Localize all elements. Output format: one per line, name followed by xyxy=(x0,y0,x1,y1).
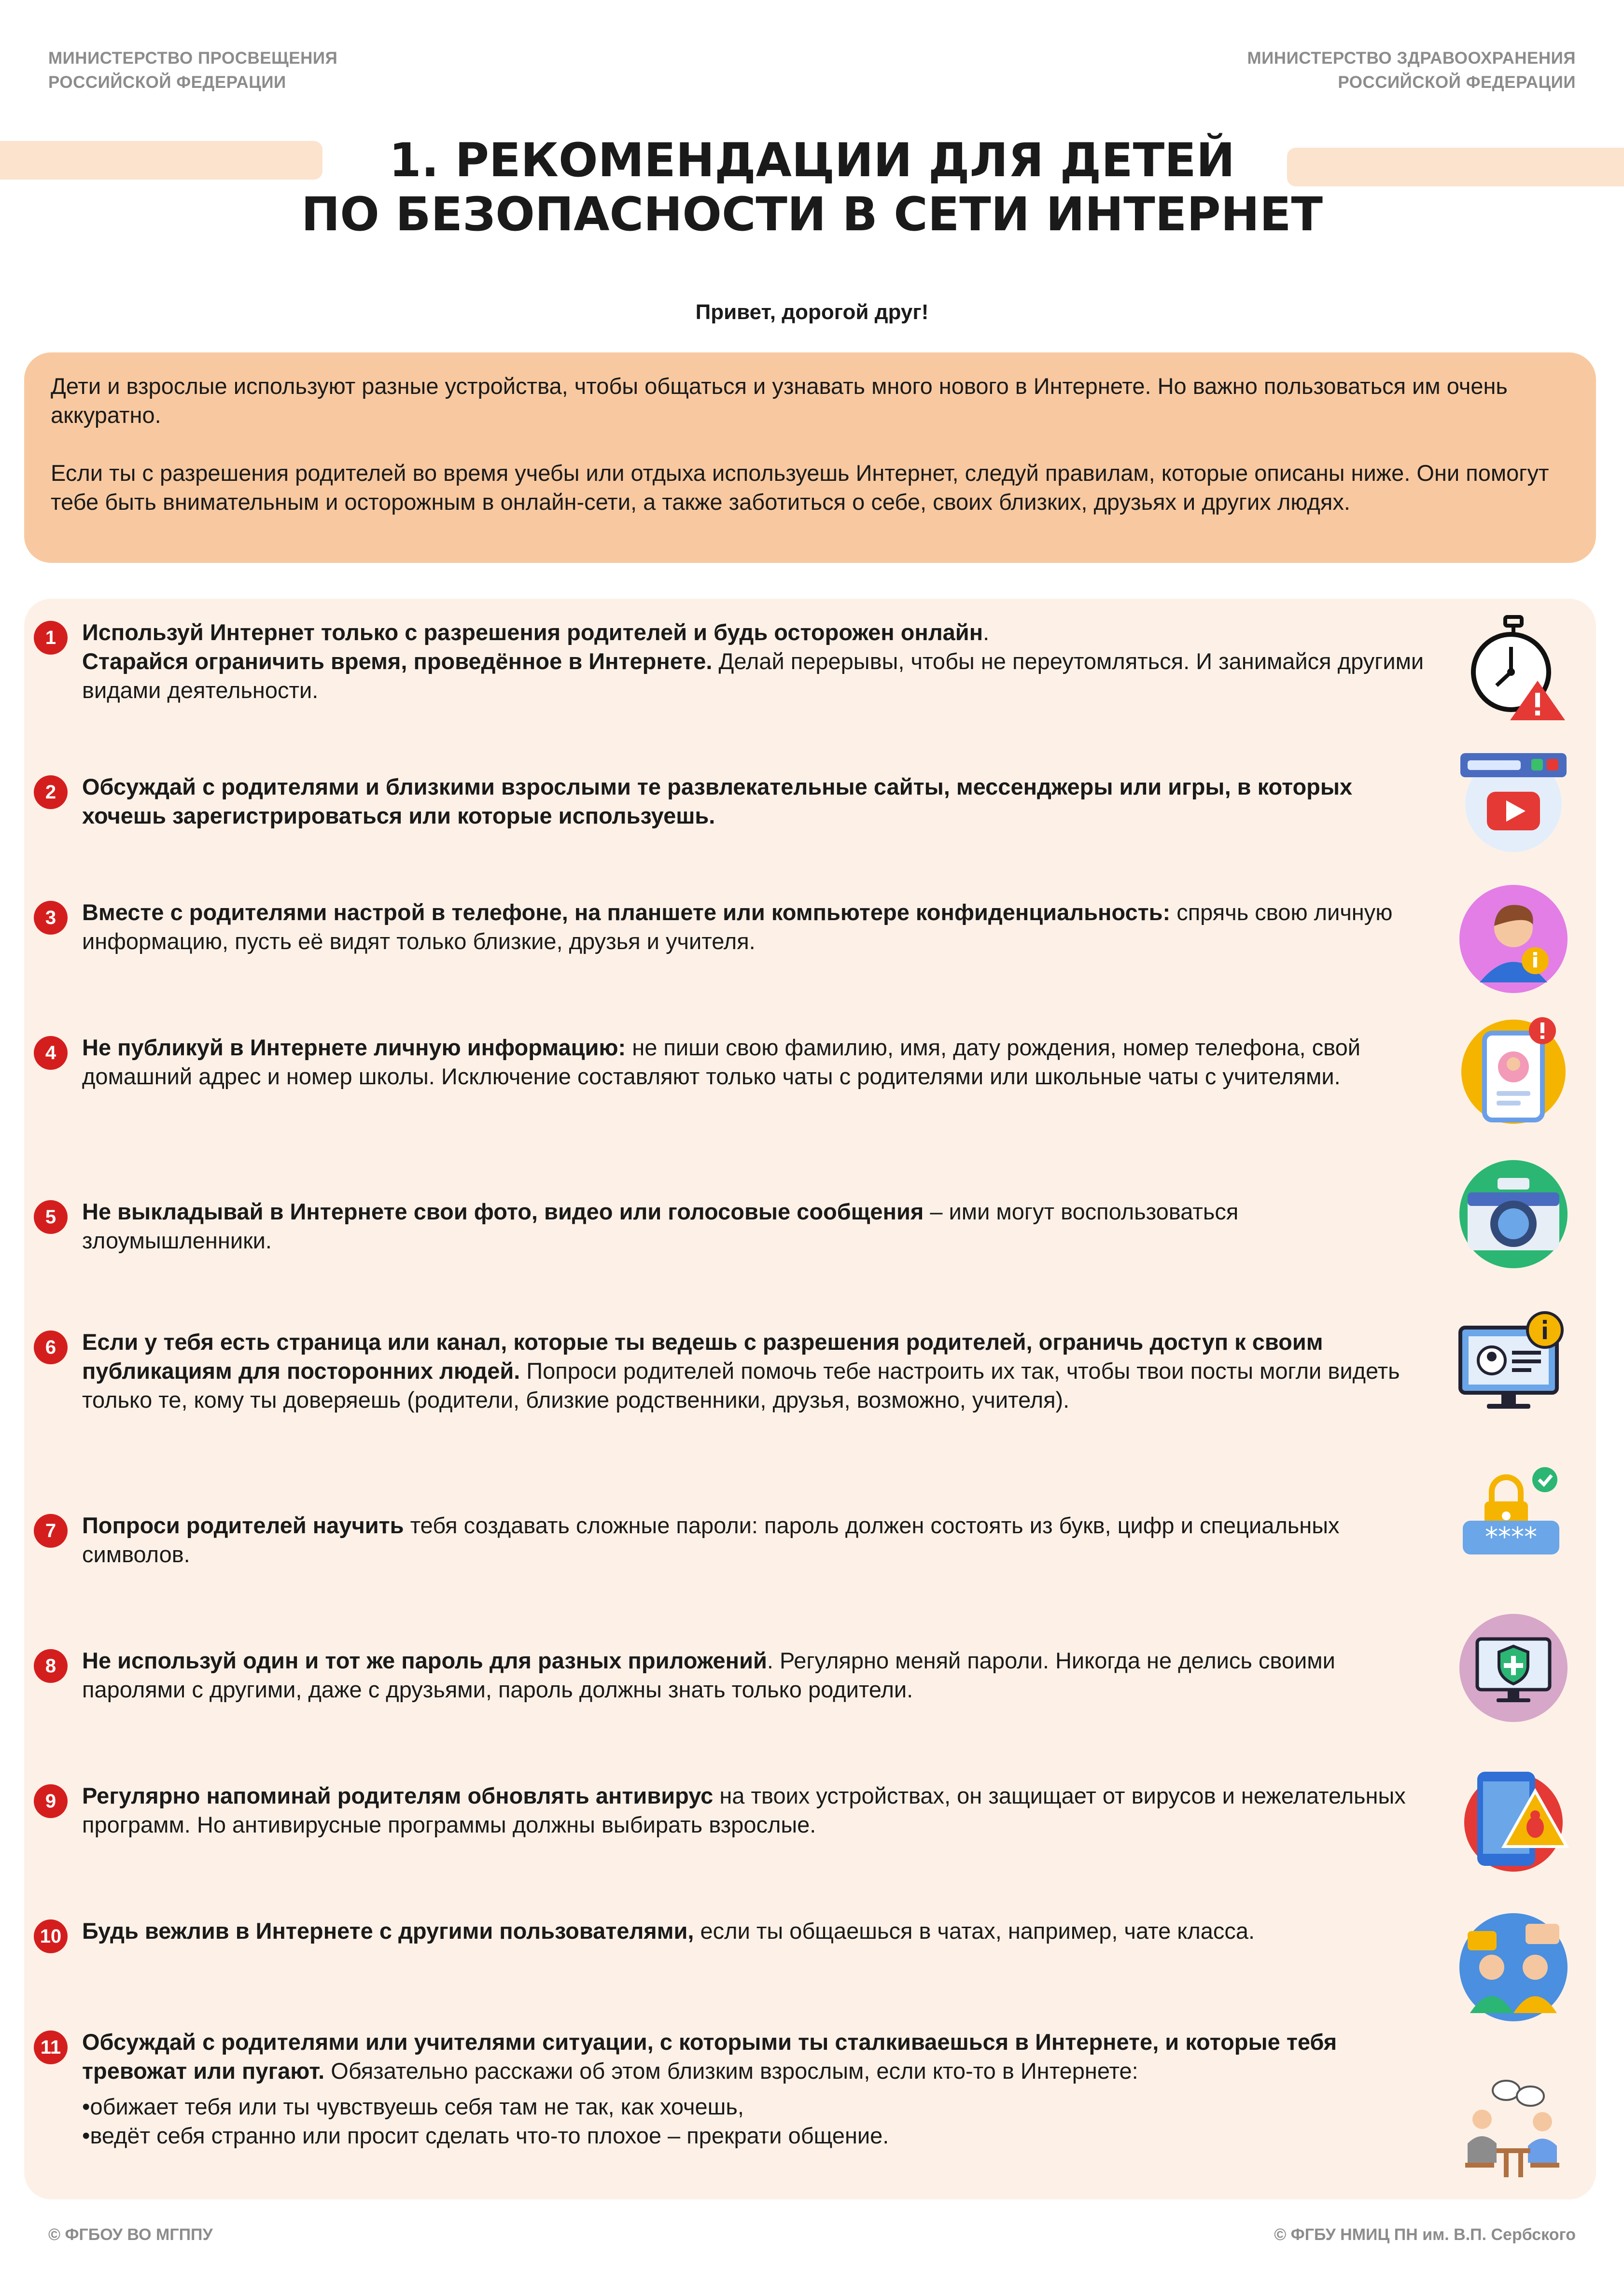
title-line-1: 1. РЕКОМЕНДАЦИИ ДЛЯ ДЕТЕЙ xyxy=(389,133,1235,187)
footer-right: © ФГБУ НМИЦ ПН им. В.П. Сербского xyxy=(1274,2226,1576,2244)
video-browser-icon xyxy=(1458,743,1569,854)
rule-6-bold: Если у тебя есть страница или канал, которые ты ведешь с разрешения родителей, ограничь доступ к своим публикациям для посторонних людей. xyxy=(82,1329,1323,1384)
rule-11-bold: Обсуждай с родителями или учителями ситуации, с которыми ты сталкиваешься в Интернете, и которые тебя тревожат или пугают. xyxy=(82,2029,1337,2084)
rule-1-bold-2: Старайся ограничить время, проведённое в Интернете. xyxy=(82,648,713,674)
rule-6-rest: Попроси родителей помочь тебе настроить их так, чтобы твои посты могли видеть только те, кому ты доверяешь (родители, близкие родственники, друзья, возможно, учителя). xyxy=(82,1358,1400,1413)
rule-number-11: 11 xyxy=(34,2030,68,2064)
rule-8-rest: . Регулярно меняй пароли. Никогда не делись своими паролями с другими, даже с друзьями, пароль должны знать только родители. xyxy=(82,1648,1335,1702)
right-org-line-1: МИНИСТЕРСТВО ЗДРАВООХРАНЕНИЯ xyxy=(1247,49,1576,68)
rule-11-rest: Обязательно расскажи об этом близким взрослым, если кто-то в Интернете: xyxy=(324,2058,1138,2084)
left-organization xyxy=(48,46,337,95)
camera-icon xyxy=(1458,1159,1569,1270)
page-title xyxy=(0,133,1624,241)
rule-3 xyxy=(34,898,1429,956)
rule-7 xyxy=(34,1511,1429,1569)
rule-1-bold: Используй Интернет только с разрешения родителей и будь осторожен онлайн xyxy=(82,619,983,645)
rule-3-rest: спрячь свою личную информацию, пусть её видят только близкие, друзья и учителя. xyxy=(82,899,1393,954)
rule-9-bold: Регулярно напоминай родителям обновлять антивирус xyxy=(82,1783,714,1808)
people-chat-icon xyxy=(1458,1912,1569,2023)
rule-8-bold: Не используй один и тот же пароль для разных приложений xyxy=(82,1648,767,1673)
rule-10-rest: если ты общаешься в чатах, например, чате класса. xyxy=(694,1918,1255,1944)
rule-8 xyxy=(34,1646,1429,1704)
stopwatch-warning-icon xyxy=(1458,613,1569,724)
rule-2 xyxy=(34,772,1429,830)
rule-10-bold: Будь вежлив в Интернете с другими пользователями, xyxy=(82,1918,694,1944)
rule-number-9: 9 xyxy=(34,1784,68,1818)
right-organization xyxy=(1247,46,1576,95)
user-privacy-icon xyxy=(1458,883,1569,994)
intro-paragraph-2: Если ты с разрешения родителей во время учебы или отдыха используешь Интернет, следуй правилам, которые описаны ниже. Они помогут тебе быть внимательным и осторожным в онлайн-сети, а также заботиться о себе, своих близких, друзьях и других людях. xyxy=(51,460,1549,515)
rule-4-bold: Не публикуй в Интернете личную информацию: xyxy=(82,1035,626,1060)
rule-5-bold: Не выкладывай в Интернете свои фото, видео или голосовые сообщения xyxy=(82,1199,924,1224)
left-org-line-2: РОССИЙСКОЙ ФЕДЕРАЦИИ xyxy=(48,73,286,92)
rule-number-8: 8 xyxy=(34,1649,68,1683)
password-lock-icon xyxy=(1458,1458,1569,1569)
rule-3-bold: Вместе с родителями настрой в телефоне, на планшете или компьютере конфиденциальность: xyxy=(82,899,1171,925)
footer-left: © ФГБОУ ВО МГППУ xyxy=(48,2226,213,2244)
title-line-2: ПО БЕЗОПАСНОСТИ В СЕТИ ИНТЕРНЕТ xyxy=(301,187,1323,241)
monitor-profile-info-icon xyxy=(1458,1308,1569,1419)
rule-7-rest: тебя создавать сложные пароли: пароль должен состоять из букв, цифр и специальных символов. xyxy=(82,1512,1340,1567)
rule-1-rest-2: Делай перерывы, чтобы не переутомляться. И занимайся другими видами деятельности. xyxy=(82,648,1424,703)
rule-9 xyxy=(34,1781,1429,1839)
rule-number-6: 6 xyxy=(34,1330,68,1364)
phone-profile-alert-icon xyxy=(1458,1014,1569,1125)
rule-4-rest: не пиши свою фамилию, имя, дату рождения, номер телефона, свой домашний адрес и номер школы. Исключение составляют только чаты с родителями или школьные чаты с учителями. xyxy=(82,1035,1361,1089)
rule-2-bold: Обсуждай с родителями и близкими взрослыми те развлекательные сайты, мессенджеры или игры, в которых хочешь зарегистрироваться или которые используешь. xyxy=(82,774,1353,828)
rule-11-bullet-1: •обижает тебя или ты чувствуешь себя там не так, как хочешь, xyxy=(82,2094,744,2119)
rule-4 xyxy=(34,1033,1429,1091)
rule-7-bold: Попроси родителей научить xyxy=(82,1512,404,1538)
rule-5-rest: – ими могут воспользоваться злоумышленники. xyxy=(82,1199,1239,1253)
monitor-shield-icon xyxy=(1458,1612,1569,1723)
phone-virus-warning-icon xyxy=(1458,1762,1569,1873)
right-org-line-2: РОССИЙСКОЙ ФЕДЕРАЦИИ xyxy=(1338,73,1576,92)
rule-number-2: 2 xyxy=(34,775,68,809)
rule-1-rest: . xyxy=(983,619,990,645)
rule-number-4: 4 xyxy=(34,1036,68,1070)
rule-number-1: 1 xyxy=(34,621,68,655)
rule-number-7: 7 xyxy=(34,1514,68,1548)
rule-11-bullet-2: •ведёт себя странно или просит сделать что-то плохое – прекрати общение. xyxy=(82,2123,889,2148)
left-org-line-1: МИНИСТЕРСТВО ПРОСВЕЩЕНИЯ xyxy=(48,49,338,68)
rule-11 xyxy=(34,2028,1429,2150)
greeting: Привет, дорогой друг! xyxy=(695,300,929,324)
rule-1 xyxy=(34,618,1429,705)
rule-6 xyxy=(34,1328,1429,1414)
rule-9-rest: на твоих устройствах, он защищает от вирусов и нежелательных программ. Но антивирусные программы должны выбирать взрослые. xyxy=(82,1783,1406,1837)
rule-5 xyxy=(34,1197,1429,1255)
rule-10 xyxy=(34,1917,1429,1946)
rule-number-10: 10 xyxy=(34,1919,68,1953)
intro-box xyxy=(24,352,1596,563)
rule-number-3: 3 xyxy=(34,901,68,935)
intro-paragraph-1: Дети и взрослые используют разные устройства, чтобы общаться и узнавать много нового в Интернете. Но важно пользоваться им очень аккуратно. xyxy=(51,373,1508,428)
password-mask-text: **** xyxy=(1485,1522,1537,1552)
conversation-icon xyxy=(1458,2076,1569,2187)
rule-number-5: 5 xyxy=(34,1200,68,1234)
